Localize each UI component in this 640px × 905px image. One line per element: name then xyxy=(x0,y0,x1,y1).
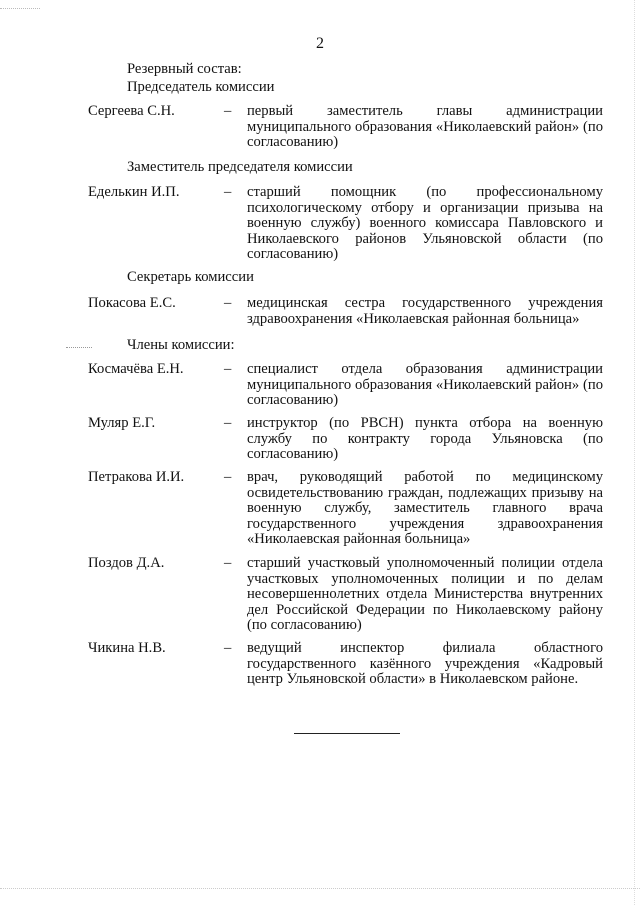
section-heading-deputy-chair: Заместитель председателя комиссии xyxy=(127,159,353,175)
section-heading-chair: Председатель комиссии xyxy=(127,79,275,95)
dash-separator: – xyxy=(224,184,232,200)
dash-separator: – xyxy=(224,555,232,571)
member-name: Сергеева С.Н. xyxy=(88,103,175,119)
member-description: врач, руководящий работой по медицинскому освидетельствованию граждан, подлежащих призыву на военную службу, заместитель главного врача государственного учреждения здравоохранения «Николаевская районная больница» xyxy=(247,469,603,548)
dash-separator: – xyxy=(224,415,232,431)
member-description: старший участковый уполномоченный полиции отдела участковых уполномоченных полиции и по делам несовершеннолетних отдела Министерства внутренних дел Российской Федерации по Николаевскому району (по согласованию) xyxy=(247,555,603,634)
dash-separator: – xyxy=(224,295,232,311)
scan-edge-mark xyxy=(634,0,635,905)
scan-edge-mark xyxy=(0,8,40,9)
member-name: Еделькин И.П. xyxy=(88,184,180,200)
member-name: Поздов Д.А. xyxy=(88,555,165,571)
member-name: Покасова Е.С. xyxy=(88,295,176,311)
dash-separator: – xyxy=(224,361,232,377)
member-description: старший помощник (по профессиональному психологическому отбору и организации призыва на военную службу) военного комиссара Павловского и Николаевского районов Ульяновской области (по согласованию) xyxy=(247,184,603,263)
dash-separator: – xyxy=(224,103,232,119)
dash-separator: – xyxy=(224,640,232,656)
member-description: специалист отдела образования администрации муниципального образования «Николаевский район» (по согласованию) xyxy=(247,361,603,409)
section-heading-members: Члены комиссии: xyxy=(127,337,235,353)
member-description: инструктор (по РВСН) пункта отбора на военную службу по контракту города Ульяновска (по согласованию) xyxy=(247,415,603,463)
scan-edge-mark xyxy=(0,888,640,889)
member-name: Муляр Е.Г. xyxy=(88,415,156,431)
end-of-document-rule xyxy=(294,733,400,734)
scan-dotted-mark xyxy=(66,347,92,348)
dash-separator: – xyxy=(224,469,232,485)
member-description: первый заместитель главы администрации муниципального образования «Николаевский район» (по согласованию) xyxy=(247,103,603,151)
page-number: 2 xyxy=(316,35,324,52)
member-description: ведущий инспектор филиала областного государственного казённого учреждения «Кадровый центр Ульяновской области» в Николаевском районе. xyxy=(247,640,603,688)
reserve-heading: Резервный состав: xyxy=(127,61,242,77)
member-name: Космачёва Е.Н. xyxy=(88,361,184,377)
section-heading-secretary: Секретарь комиссии xyxy=(127,269,254,285)
member-name: Петракова И.И. xyxy=(88,469,185,485)
member-description: медицинская сестра государственного учреждения здравоохранения «Николаевская районная больница» xyxy=(247,295,603,327)
member-name: Чикина Н.В. xyxy=(88,640,166,656)
